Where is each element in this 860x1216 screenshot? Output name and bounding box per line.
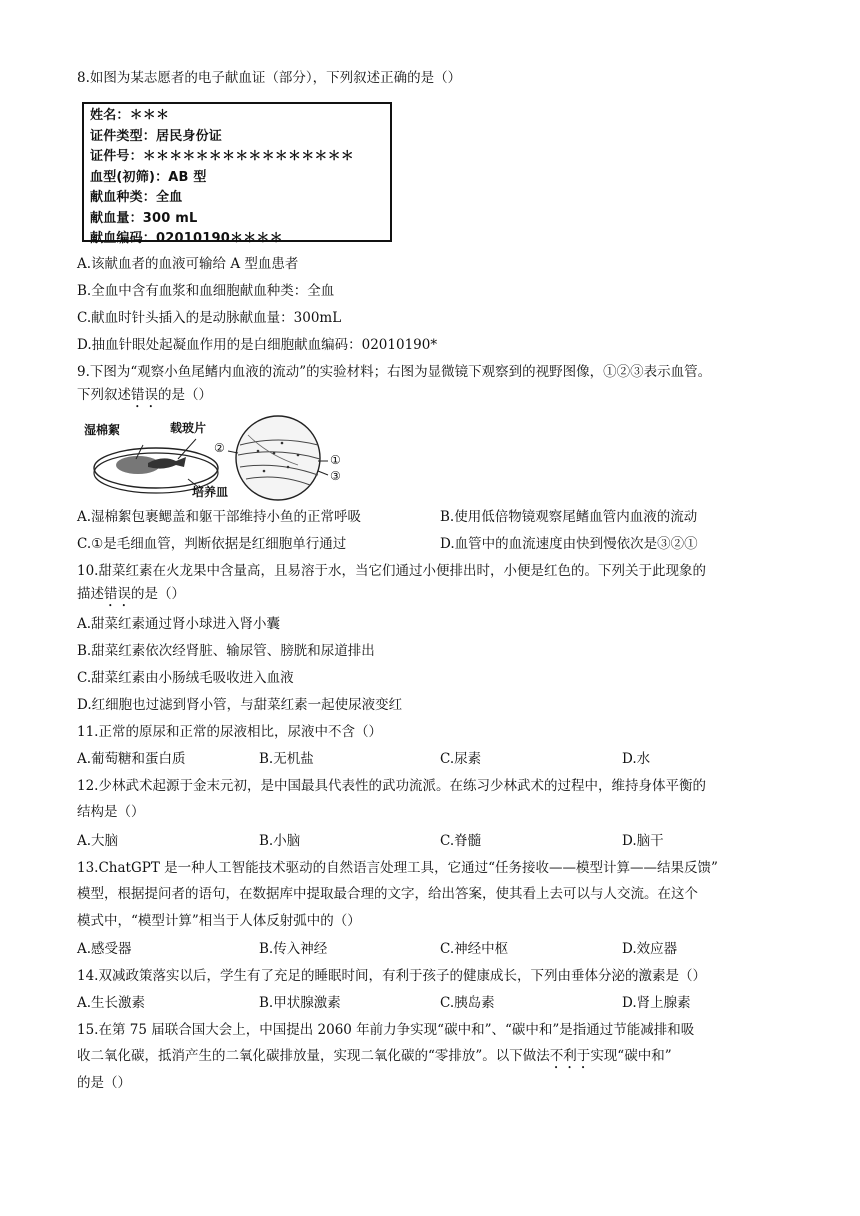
q12-option-b: B.小脑: [259, 833, 301, 849]
q11-option-d: D.水: [622, 751, 651, 767]
q8-stem: 8.如图为某志愿者的电子献血证（部分），下列叙述正确的是（）: [77, 70, 462, 86]
text: 收二氧化碳，抵消产生的二氧化碳排放量，实现二氧化碳的“零排放”。以下做法: [77, 1048, 550, 1064]
text: 实现“碳中和”: [590, 1048, 672, 1064]
q8-option-d: D.抽血针眼处起凝血作用的是白细胞献血编码：02010190*: [77, 337, 438, 353]
q9-option-a: A.湿棉絮包裹鳃盖和躯干部维持小鱼的正常呼吸: [77, 509, 362, 525]
text: 下列叙述: [77, 387, 131, 403]
q12-stem-line2: 结构是（）: [77, 804, 145, 820]
q12-stem-line1: 12.少林武术起源于金末元初，是中国最具代表性的武功流派。在练习少林武术的过程中，维持身体平衡的: [77, 778, 706, 794]
q12-option-c: C.脊髓: [440, 833, 482, 849]
q8-option-b: B.全血中含有血浆和血细胞献血种类：全血: [77, 283, 335, 299]
q9-option-b: B.使用低倍物镜观察尾鳍血管内血液的流动: [440, 509, 698, 525]
text: 的是（）: [158, 387, 212, 403]
q14-option-b: B.甲状腺激素: [259, 995, 341, 1011]
q13-option-b: B.传入神经: [259, 941, 328, 957]
q14-option-d: D.肾上腺素: [622, 995, 691, 1011]
card-line: 证件号：＊＊＊＊＊＊＊＊＊＊＊＊＊＊＊＊: [90, 149, 355, 164]
text: 描述: [77, 586, 104, 602]
q14-option-a: A.生长激素: [77, 995, 146, 1011]
q10-stem-line1: 10.甜菜红素在火龙果中含量高，且易溶于水，当它们通过小便排出时，小便是红色的。下列关于此现象的: [77, 563, 706, 579]
q10-option-d: D.红细胞也过滤到肾小管，与甜菜红素一起使尿液变红: [77, 697, 403, 713]
q13-stem-line3: 模式中，“模型计算”相当于人体反射弧中的（）: [77, 913, 361, 929]
q10-option-b: B.甜菜红素依次经肾脏、输尿管、膀胱和尿道排出: [77, 643, 375, 659]
label-vessel-1: ①: [330, 453, 341, 467]
emphasis-text: 错误: [131, 387, 158, 403]
q11-option-b: B.无机盐: [259, 751, 314, 767]
q15-stem-line3: 的是（）: [77, 1075, 131, 1091]
q11-option-c: C.尿素: [440, 751, 482, 767]
q15-stem-line2: [77, 1046, 672, 1072]
q9-option-d: D.血管中的血流速度由快到慢依次是③②①: [440, 536, 698, 552]
label-vessel-2: ②: [214, 441, 225, 455]
label-vessel-3: ③: [330, 469, 341, 483]
q10-stem-line2: [77, 584, 185, 610]
emphasis-text: 错误: [104, 586, 131, 602]
q13-stem-line2: 模型，根据提问者的语句，在数据库中提取最合理的文字，给出答案，使其看上去可以与人交流。在这个: [77, 886, 698, 902]
q10-option-a: A.甜菜红素通过肾小球进入肾小囊: [77, 616, 281, 632]
q13-option-c: C.神经中枢: [440, 941, 509, 957]
q9-option-c: C.①是毛细血管，判断依据是红细胞单行通过: [77, 536, 347, 552]
q14-option-c: C.胰岛素: [440, 995, 495, 1011]
card-line: 姓名：＊＊＊: [90, 108, 170, 123]
q13-stem-line1: 13.ChatGPT 是一种人工智能技术驱动的自然语言处理工具，它通过“任务接收——模型计算——结果反馈”: [77, 860, 718, 876]
q15-stem-line1: 15.在第 75 届联合国大会上，中国提出 2060 年前力争实现“碳中和”、“碳中和”是指通过节能减排和吸: [77, 1022, 695, 1038]
blood-donation-card: [82, 102, 392, 246]
text: 的是（）: [131, 586, 185, 602]
card-line: 血型(初筛)：AB 型: [90, 169, 207, 185]
q8-option-a: A.该献血者的血液可输给 A 型血患者: [77, 256, 299, 272]
q13-option-d: D.效应器: [622, 941, 678, 957]
q11-option-a: A.葡萄糖和蛋白质: [77, 751, 186, 767]
label-dish: 培养皿: [192, 485, 229, 499]
label-slide: 载玻片: [170, 421, 207, 435]
card-line: 献血量：300 mL: [90, 210, 198, 226]
q9-figure: [78, 415, 358, 501]
q9-stem-line2: [77, 385, 212, 411]
card-line: 献血编码：02010190＊＊＊＊: [90, 231, 283, 246]
card-line: 证件类型：居民身份证: [90, 128, 223, 144]
q12-option-a: A.大脑: [77, 833, 119, 849]
q10-option-c: C.甜菜红素由小肠绒毛吸收进入血液: [77, 670, 294, 686]
q11-stem: 11.正常的原尿和正常的尿液相比，尿液中不含（）: [77, 724, 382, 740]
label-cotton: 湿棉絮: [84, 423, 121, 437]
q14-stem: 14.双减政策落实以后，学生有了充足的睡眠时间，有利于孩子的健康成长，下列由垂体分泌的激素是（）: [77, 968, 706, 984]
q8-option-c: C.献血时针头插入的是动脉献血量：300mL: [77, 310, 342, 326]
card-line: 献血种类：全血: [90, 190, 183, 205]
q12-option-d: D.脑干: [622, 833, 664, 849]
emphasis-text: 不利于: [549, 1048, 591, 1064]
q13-option-a: A.感受器: [77, 941, 132, 957]
q9-stem-line1: 9.下图为“观察小鱼尾鳍内血液的流动”的实验材料；右图为显微镜下观察到的视野图像，①②③表示血管。: [77, 364, 712, 380]
